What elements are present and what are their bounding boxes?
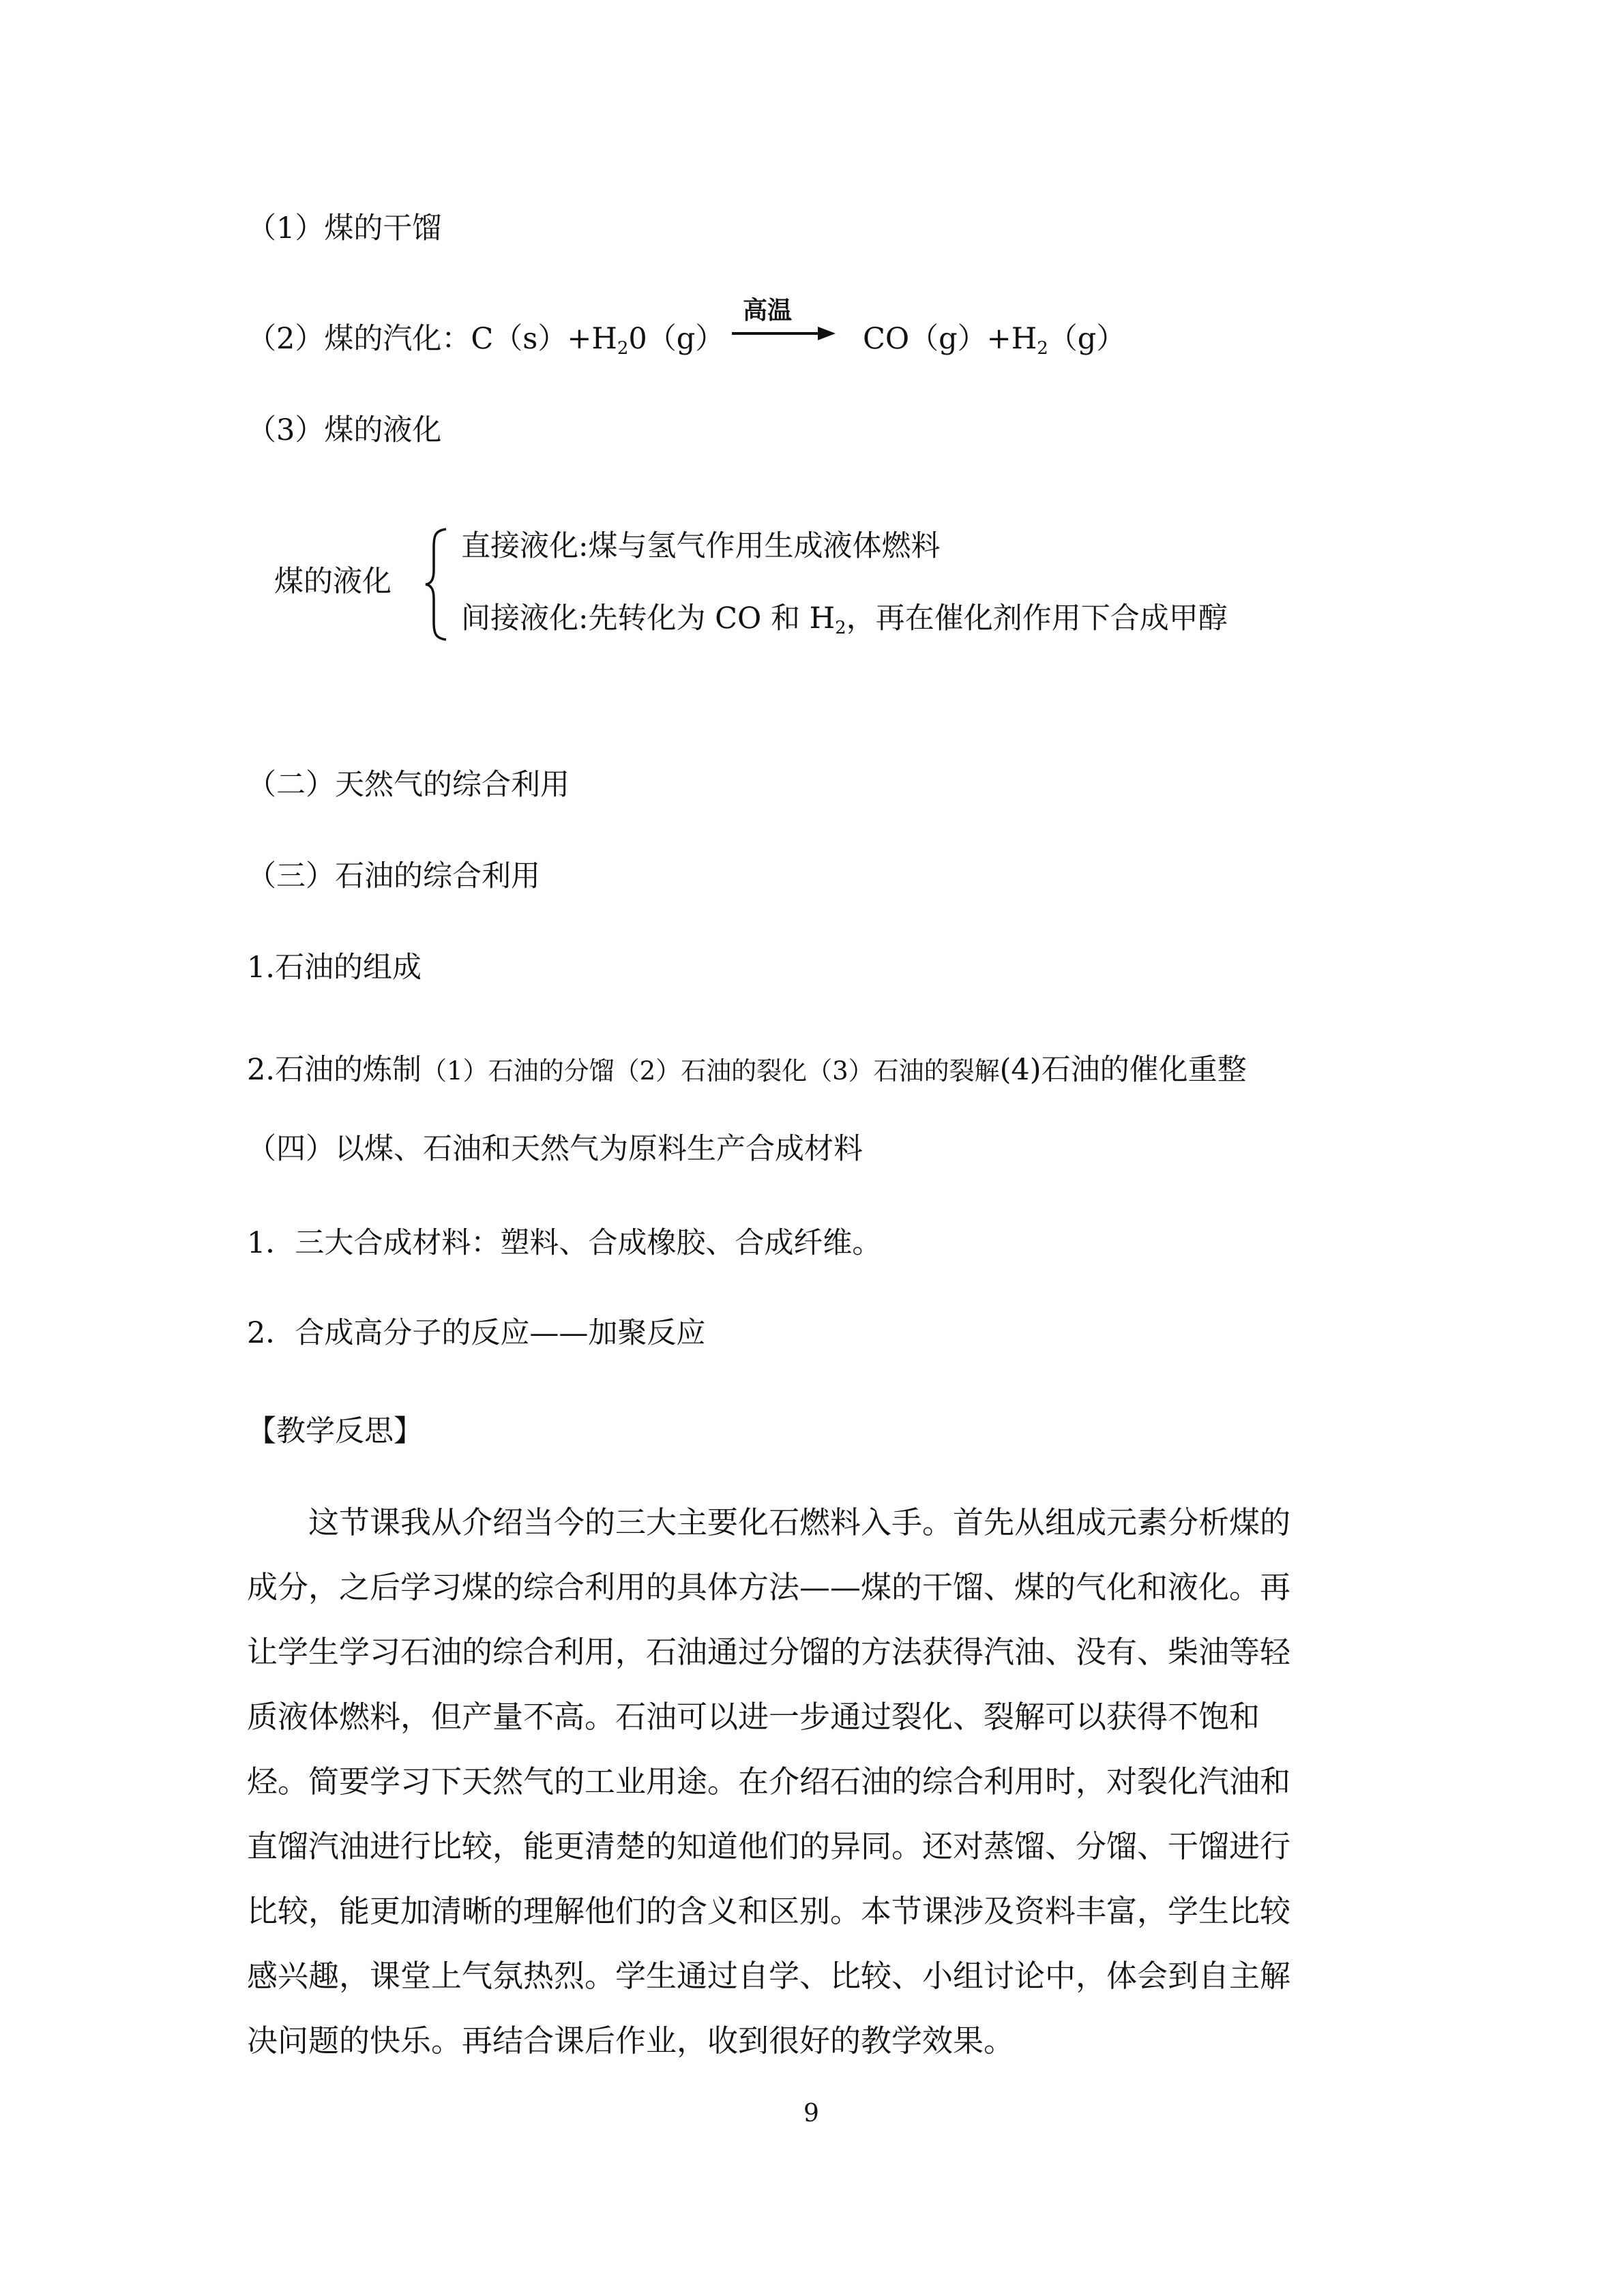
- reflection-title-text: 【教学反思】: [247, 1414, 423, 1448]
- natural-gas-heading-text: （二）天然气的综合利用: [247, 768, 570, 802]
- petroleum-composition-text: 1.石油的组成: [247, 951, 422, 985]
- three-synthetic-materials: [247, 1226, 882, 1260]
- eq-left-part: （2）煤的汽化：C（s）+H: [247, 322, 617, 356]
- natural-gas-heading: [247, 768, 570, 802]
- arrow-head-icon: [818, 327, 836, 340]
- liquefaction-label: [274, 567, 392, 597]
- eq-subscript-1: 2: [617, 338, 629, 359]
- reaction-condition-label: 高温: [743, 297, 793, 325]
- indirect-liquefaction-subscript: 2: [835, 618, 846, 638]
- reflection-line: 烃。简要学习下天然气的工业用途。在介绍石油的综合利用时，对裂化汽油和: [247, 1763, 1291, 1800]
- reaction-arrow: [732, 299, 837, 341]
- petroleum-heading-text: （三）石油的综合利用: [247, 859, 540, 893]
- petroleum-refining-steps: （1）石油的分馏（2）石油的裂化（3）石油的裂解: [422, 1056, 1000, 1086]
- addition-polymerization: [247, 1316, 706, 1350]
- eq-subscript-2: 2: [1037, 338, 1048, 359]
- reflection-line: 这节课我从介绍当今的三大主要化石燃料入手。首先从组成元素分析煤的: [308, 1504, 1291, 1540]
- eq-left-end: 0（g）: [628, 322, 725, 356]
- coal-liquefaction-heading-text: （3）煤的液化: [247, 413, 442, 447]
- eq-right-part: CO（g）+H: [863, 322, 1037, 356]
- reflection-line: 感兴趣，课堂上气氛热烈。学生通过自学、比较、小组讨论中，体会到自主解: [247, 1958, 1291, 1994]
- petroleum-refining-reforming: (4)石油的催化重整: [999, 1053, 1247, 1087]
- petroleum-composition: [247, 953, 422, 983]
- petroleum-heading: [247, 859, 540, 893]
- reflection-title: [247, 1414, 423, 1448]
- eq-right-end: （g）: [1048, 322, 1126, 356]
- coal-gasification-products: [863, 322, 1126, 359]
- petroleum-refining-title: 2.石油的炼制: [247, 1053, 422, 1087]
- arrow-shaft: [732, 332, 821, 335]
- synthetic-materials-heading: [247, 1132, 863, 1166]
- coal-dry-distillation-text: （1）煤的干馏: [247, 211, 442, 245]
- reflection-line: 比较，能更加清晰的理解他们的含义和区别。本节课涉及资料丰富，学生比较: [247, 1893, 1291, 1929]
- reflection-line: 成分，之后学习煤的综合利用的具体方法——煤的干馏、煤的气化和液化。再: [247, 1569, 1291, 1605]
- reflection-line: 决问题的快乐。再结合课后作业，收到很好的教学效果。: [247, 2023, 1015, 2059]
- direct-liquefaction-text: 直接液化:煤与氢气作用生成液体燃料: [461, 529, 941, 563]
- coal-dry-distillation: [247, 211, 442, 245]
- indirect-liquefaction: [461, 601, 1228, 638]
- coal-gasification-equation: [247, 322, 725, 359]
- addition-polymerization-text: 2．合成高分子的反应——加聚反应: [247, 1316, 706, 1350]
- liquefaction-label-text: 煤的液化: [274, 565, 392, 599]
- coal-liquefaction-heading: [247, 413, 442, 447]
- reflection-line: 直馏汽油进行比较，能更清楚的知道他们的异同。还对蒸馏、分馏、干馏进行: [247, 1828, 1291, 1864]
- direct-liquefaction: [461, 529, 941, 563]
- three-synthetic-materials-text: 1．三大合成材料：塑料、合成橡胶、合成纤维。: [247, 1226, 882, 1260]
- petroleum-refining: [247, 1053, 1247, 1087]
- synthetic-materials-heading-text: （四）以煤、石油和天然气为原料生产合成材料: [247, 1132, 863, 1166]
- indirect-liquefaction-text-b: ，再在催化剂作用下合成甲醇: [846, 601, 1228, 636]
- reflection-line: 质液体燃料，但产量不高。石油可以进一步通过裂化、裂解可以获得不饱和: [247, 1699, 1260, 1735]
- indirect-liquefaction-text-a: 间接液化:先转化为 CO 和 H: [461, 601, 836, 636]
- page-number: 9: [803, 2100, 819, 2128]
- reflection-line: 让学生学习石油的综合利用，石油通过分馏的方法获得汽油、没有、柴油等轻: [247, 1634, 1291, 1670]
- curly-brace-icon: [423, 526, 450, 642]
